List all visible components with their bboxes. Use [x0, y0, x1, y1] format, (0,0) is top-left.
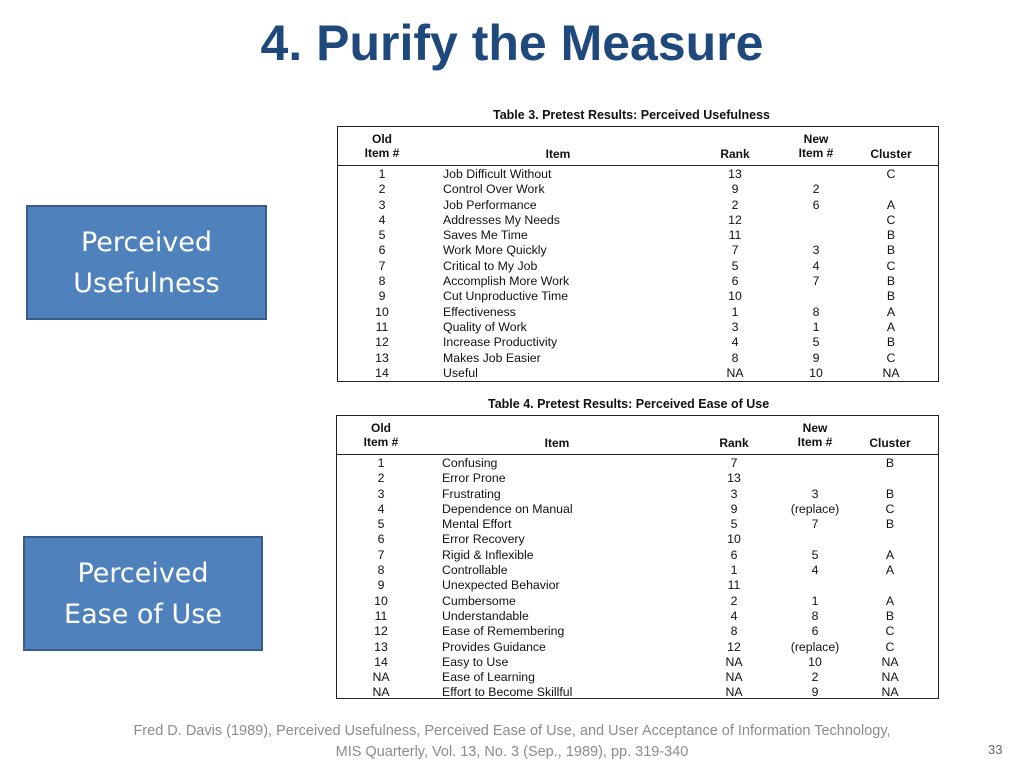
header-cluster: Cluster	[870, 147, 912, 161]
peou-box-line1: Perceived	[77, 557, 209, 589]
header-rank: Rank	[720, 147, 750, 161]
table-row: NA Effort to Become Skillful NA 9 NA	[372, 685, 899, 700]
header-new-item: New Item #	[798, 132, 834, 160]
table-row: 7 Rigid & Inflexible 6 5 A	[377, 547, 895, 562]
table4-header	[337, 416, 938, 455]
table-row: 11 Understandable 4 8 B	[374, 608, 895, 623]
table4-body	[337, 456, 938, 701]
table-row: 9 Unexpected Behavior 11	[377, 578, 741, 593]
table-row: 4 Dependence on Manual 9 (replace) C	[377, 501, 895, 516]
header-old-item: Old Item #	[364, 132, 400, 160]
table-row: 10 Cumbersome 2 1 A	[374, 593, 895, 608]
table4-ease-of-use	[336, 415, 939, 699]
table-row: 5 Mental Effort 5 7 B	[377, 517, 895, 532]
table3-usefulness	[337, 126, 939, 382]
table-row: 6 Error Recovery 10	[377, 532, 741, 547]
perceived-ease-of-use-box	[23, 536, 263, 651]
header-cluster: Cluster	[869, 436, 911, 450]
table-row: 10 Effectiveness 1 8 A	[375, 304, 896, 319]
citation-line2: MIS Quarterly, Vol. 13, No. 3 (Sep., 1989), pp. 319-340	[335, 744, 689, 760]
table-row: 1 Confusing 7 B	[377, 456, 895, 470]
table-row: 7 Critical to My Job 5 4 C	[378, 258, 896, 273]
table-row: NA Ease of Learning NA 2 NA	[372, 670, 899, 685]
table3-caption: Table 3. Pretest Results: Perceived Usefulness	[493, 108, 770, 122]
table-row: 11 Quality of Work 3 1 A	[375, 319, 896, 334]
table-row: 6 Work More Quickly 7 3 B	[378, 243, 896, 258]
table-row: 14 Useful NA 10 NA	[375, 365, 900, 380]
table-row: 2 Error Prone 13	[377, 471, 741, 486]
table-row: 8 Accomplish More Work 6 7 B	[378, 274, 896, 289]
perceived-usefulness-box	[26, 205, 267, 320]
table4-caption: Table 4. Pretest Results: Perceived Ease of Use	[488, 397, 770, 411]
pu-box-line2: Usefulness	[73, 267, 220, 299]
page-number: 33	[988, 742, 1003, 757]
table-row: 8 Controllable 1 4 A	[377, 563, 895, 578]
citation	[40, 721, 984, 763]
table-row: 12 Increase Productivity 4 5 B	[375, 335, 896, 350]
table-row: 1 Job Difficult Without 13 C	[378, 167, 896, 181]
table-row: 3 Job Performance 2 6 A	[378, 197, 896, 212]
table-row: 5 Saves Me Time 11 B	[378, 228, 896, 243]
pu-box-line1: Perceived	[80, 226, 213, 258]
slide-title: 4. Purify the Measure	[260, 15, 764, 71]
table3-body	[338, 167, 938, 381]
table-row: 14 Easy to Use NA 10 NA	[374, 654, 899, 669]
header-old-item: Old Item #	[363, 421, 399, 449]
table-row: 3 Frustrating 3 3 B	[377, 486, 895, 501]
peou-box-line2: Ease of Use	[64, 598, 222, 630]
table-row: 13 Provides Guidance 12 (replace) C	[374, 639, 895, 654]
header-item: Item	[544, 436, 570, 450]
header-item: Item	[545, 147, 571, 161]
table-row: 12 Ease of Remembering 8 6 C	[374, 624, 895, 639]
table-row: 4 Addresses My Needs 12 C	[378, 212, 896, 227]
header-new-item: New Item #	[797, 421, 833, 449]
table-row: 9 Cut Unproductive Time 10 B	[378, 289, 896, 304]
table-row: 2 Control Over Work 9 2	[378, 182, 820, 197]
header-rank: Rank	[719, 436, 749, 450]
table-row: 13 Makes Job Easier 8 9 C	[375, 350, 896, 365]
citation-line1: Fred D. Davis (1989), Perceived Usefulness, Perceived Ease of Use, and User Acceptance of Information Technology,	[133, 723, 891, 739]
table3-header	[338, 127, 938, 166]
